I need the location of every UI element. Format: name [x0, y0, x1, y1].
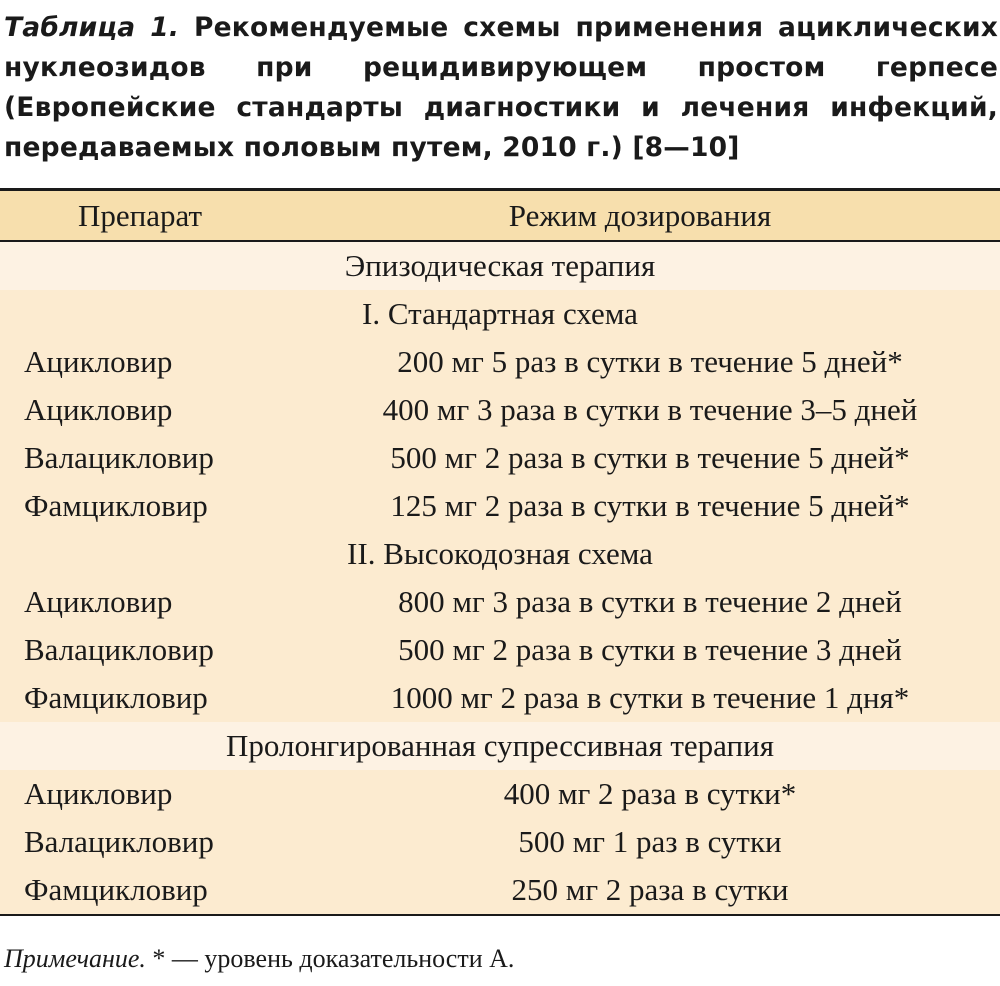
dose-cell: 500 мг 2 раза в сутки в течение 5 дней*	[390, 440, 910, 475]
drug-cell: Валацикловир	[24, 632, 214, 667]
header-dosing: Режим дозирования	[508, 197, 772, 233]
table-header	[0, 188, 1000, 242]
table-bottom-rule	[0, 914, 1000, 916]
table-row	[0, 818, 1000, 866]
subsection-high-dose: II. Высокодозная схема	[347, 536, 653, 571]
dose-cell: 400 мг 3 раза в сутки в течение 3–5 дней	[382, 392, 918, 427]
drug-cell: Фамцикловир	[24, 680, 208, 715]
dose-cell: 800 мг 3 раза в сутки в течение 2 дней	[398, 584, 902, 619]
table-title: Рекомендуемые схемы применения ациклических нуклеозидов при рецидивирующем простом герпесе (Европейские стандарты диагностики и лечения инфекций, передаваемых половым путем, 2010 г.) [8—10]	[4, 12, 999, 163]
footnote-text: * — уровень доказательности А.	[145, 944, 515, 973]
dose-cell: 125 мг 2 раза в сутки в течение 5 дней*	[390, 488, 910, 523]
table-row	[0, 770, 1000, 818]
section-episodic: Эпизодическая терапия	[0, 242, 1000, 290]
table-row	[0, 482, 1000, 530]
dose-cell: 250 мг 2 раза в сутки	[511, 872, 789, 907]
footnote-label: Примечание.	[4, 944, 146, 973]
drug-cell: Фамцикловир	[24, 488, 208, 523]
table-label: Таблица 1.	[4, 12, 180, 43]
table-footnote	[4, 944, 514, 974]
drug-cell: Ацикловир	[24, 344, 173, 379]
table-row	[0, 434, 1000, 482]
dose-cell: 500 мг 2 раза в сутки в течение 3 дней	[398, 632, 902, 667]
suppressive-block	[0, 770, 1000, 914]
subsection-standard: I. Стандартная схема	[362, 296, 638, 331]
drug-cell: Валацикловир	[24, 440, 214, 475]
table-row	[0, 578, 1000, 626]
dosing-table	[0, 188, 1000, 916]
drug-cell: Ацикловир	[24, 776, 173, 811]
dose-cell: 200 мг 5 раз в сутки в течение 5 дней*	[397, 344, 903, 379]
dose-cell: 1000 мг 2 раза в сутки в течение 1 дня*	[390, 680, 910, 715]
drug-cell: Ацикловир	[24, 392, 173, 427]
drug-cell: Валацикловир	[24, 824, 214, 859]
table-row	[0, 338, 1000, 386]
section-suppressive: Пролонгированная супрессивная терапия	[0, 722, 1000, 770]
header-drug: Препарат	[78, 197, 202, 233]
table-row	[0, 386, 1000, 434]
dose-cell: 500 мг 1 раз в сутки	[518, 824, 782, 859]
table-row	[0, 626, 1000, 674]
table-caption	[4, 8, 998, 168]
drug-cell: Ацикловир	[24, 584, 173, 619]
table-row	[0, 866, 1000, 914]
episodic-block	[0, 290, 1000, 722]
dose-cell: 400 мг 2 раза в сутки*	[503, 776, 797, 811]
drug-cell: Фамцикловир	[24, 872, 208, 907]
table-row	[0, 674, 1000, 722]
